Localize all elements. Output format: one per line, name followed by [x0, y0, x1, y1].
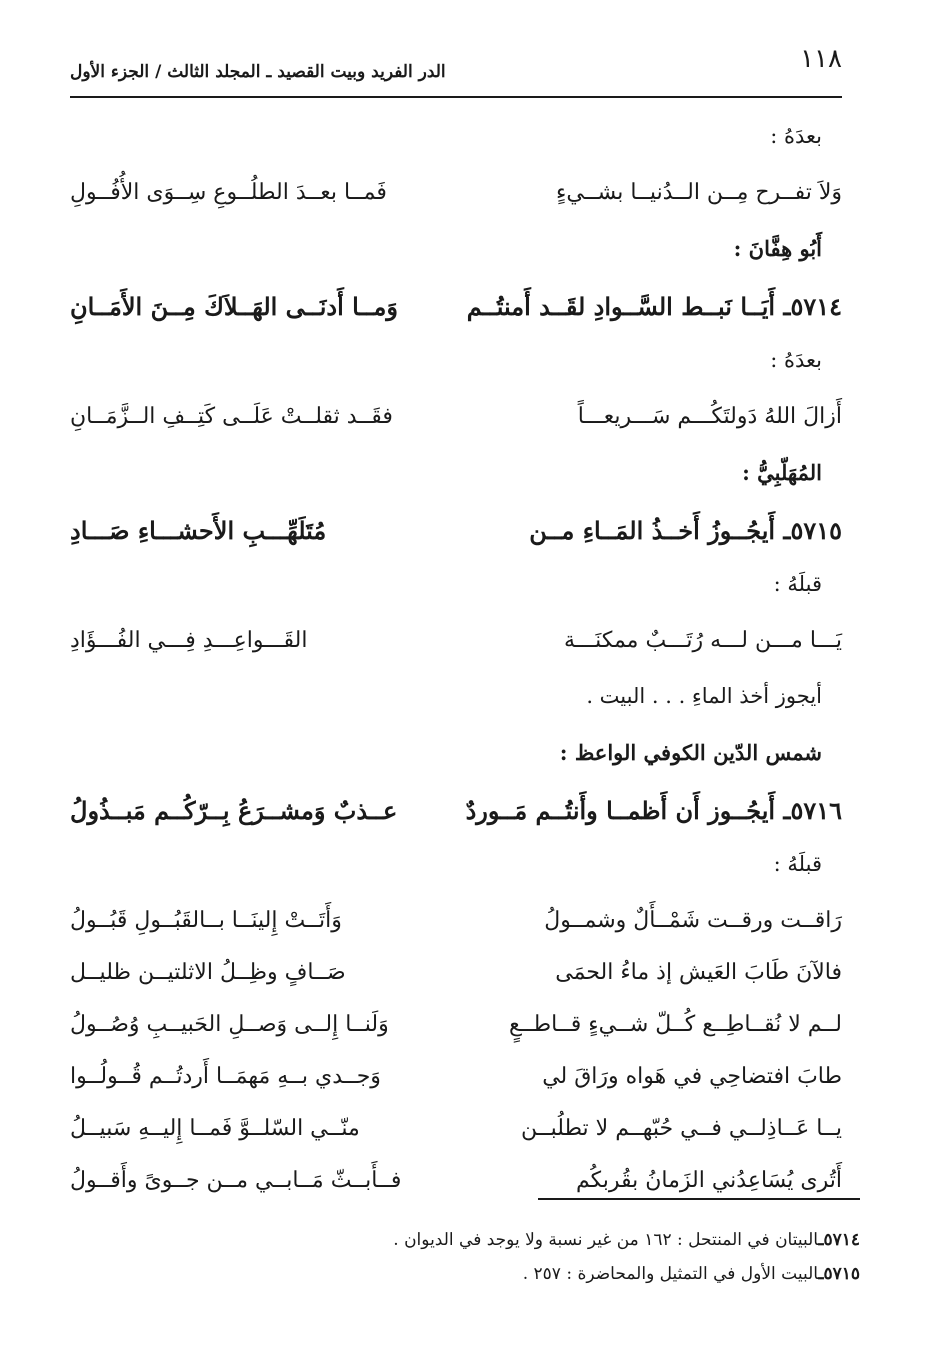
numbered-verse	[70, 516, 842, 562]
section-label	[70, 236, 842, 282]
first-hemistich	[482, 1012, 842, 1037]
first-hemistich-text: أَيجُــوز أَن أَظمــا وأَنتُــم مَــوردٌ	[465, 796, 776, 825]
verse-line	[70, 1012, 842, 1058]
second-hemistich: مُتَلَهِّـــبِ الأَحشـــاءِ صَـــادِ	[70, 516, 327, 545]
verse-line	[70, 628, 842, 674]
poet-name: المُهَلّبِيُّ :	[742, 460, 822, 485]
first-hemistich	[482, 180, 842, 205]
first-hemistich-text: أَيَــا نَبــط السَّــوادِ لقَــد أَمنتُــم	[466, 292, 776, 321]
section-label	[70, 460, 842, 506]
second-hemistich: صَــافٍ وظِــلُ الاثلتيــن ظليــل	[70, 960, 346, 985]
note-text: أيجوز أخذ الماءِ . . . البيت .	[586, 684, 822, 708]
first-hemistich	[482, 1116, 842, 1141]
page-number: ١١٨	[800, 44, 842, 74]
section-label	[70, 684, 842, 730]
verse-number: ٥٧١٥ـ	[783, 516, 842, 545]
section-label	[70, 572, 842, 618]
footnote-text: البيتان في المنتحل : ١٦٢ من غير نسبة ولا يوجد في الديوان .	[393, 1230, 819, 1250]
first-hemistich-text: أَزالَ اللهُ دَولتَكُـــم سَـــريعـــاً	[577, 404, 842, 429]
poet-name: شمس الدّين الكوفي الواعظ :	[559, 740, 822, 765]
footnote-text: البيت الأول في التمثيل والمحاضرة : ٢٥٧ .	[522, 1264, 819, 1284]
second-hemistich: القَـــواعِـــدِ فِـــي الفُـــؤَادِ	[70, 628, 308, 653]
first-hemistich-text: أَيجُــوزُ أَخــذُ المَــاءِ مــن	[529, 516, 776, 545]
first-hemistich	[482, 404, 842, 429]
first-hemistich-text: رَاقــت ورقــت شَمْــأَلٌ وشمــولُ	[544, 908, 842, 933]
first-hemistich	[482, 1064, 842, 1089]
second-hemistich: فقَــد ثقلــتْ عَلَــى كَتِــفِ الــزَّمَــانِ	[70, 404, 393, 429]
second-hemistich: فَمــا بعــدَ الطلُــوعِ سِــوَى الأُفُــولِ	[70, 180, 387, 205]
first-hemistich-text: يَـــا مـــن لـــه رُتَـــبٌ ممكنَـــة	[564, 628, 842, 653]
verse-line	[70, 1116, 842, 1162]
first-hemistich-text: أَتُرى يُسَاعِدُني الزَمانُ بقُربكُم	[575, 1168, 842, 1193]
section-label	[70, 348, 842, 394]
running-title: الدر الفريد وبيت القصيد ـ المجلد الثالث / الجزء الأول	[70, 62, 446, 82]
first-hemistich	[482, 960, 842, 985]
first-hemistich-text: طابَ افتضاحِي في هَواه ورَاقَ لي	[542, 1064, 842, 1089]
poet-name: أَبُو هِفَّانَ :	[733, 236, 822, 261]
first-hemistich	[482, 1168, 842, 1193]
first-hemistich	[452, 796, 842, 825]
first-hemistich-text: يــا عَــاذِلــي فــي حُبّهــم لا تطلُبــن	[520, 1116, 842, 1141]
first-hemistich-text: وَلاَ تفــرح مِــن الــدُنيــا بشــيءٍ	[556, 180, 842, 205]
second-hemistich: وَمــا أَدنَــى الهَــلاَكَ مِــنَ الأَمَــانِ	[70, 292, 398, 321]
numbered-verse	[70, 292, 842, 338]
first-hemistich-text: لــم لا نُقــاطِــع كُــلّ شــيءٍ قــاطــعٍ	[509, 1012, 842, 1037]
first-hemistich	[452, 516, 842, 545]
verse-line	[70, 1064, 842, 1110]
verse-line	[70, 180, 842, 226]
second-hemistich: وَأَتَــتْ إِلينَــا بــالقَبُــولِ قَبُــولُ	[70, 908, 342, 933]
verse-number: ٥٧١٤ـ	[783, 292, 842, 321]
first-hemistich-text: فالآنَ طَابَ العَيش إذ ماءُ الحمَى	[555, 960, 842, 985]
note-text: بعدَهُ :	[770, 348, 822, 372]
second-hemistich: وَلَنــا إِلــى وَصــلِ الحَبيــبِ وُصُــولُ	[70, 1012, 389, 1037]
numbered-verse	[70, 796, 842, 842]
first-hemistich	[482, 628, 842, 653]
footnote-5714	[393, 1230, 860, 1250]
header-divider	[70, 96, 842, 98]
section-label	[70, 852, 842, 898]
first-hemistich	[452, 292, 842, 321]
second-hemistich: وَجــدي بــهِ مَهمَــا أَردتُــم قُــولُــوا	[70, 1064, 381, 1089]
verse-line	[70, 908, 842, 954]
verse-line	[70, 960, 842, 1006]
verse-line	[70, 1168, 842, 1214]
second-hemistich: عــذبٌ وَمشــرَعُ بِــرّكُــم مَبــذُولُ	[70, 796, 398, 825]
footnote-number: ٥٧١٤ـ	[818, 1230, 860, 1250]
footnote-divider	[538, 1198, 860, 1200]
verse-line	[70, 404, 842, 450]
note-text: قبلَهُ :	[773, 852, 822, 876]
first-hemistich	[482, 908, 842, 933]
footnote-number: ٥٧١٥ـ	[818, 1264, 860, 1284]
note-text: بعدَهُ :	[770, 124, 822, 148]
verse-number: ٥٧١٦ـ	[783, 796, 842, 825]
section-label	[70, 740, 842, 786]
note-text: قبلَهُ :	[773, 572, 822, 596]
second-hemistich: فــأَبــثّ مَــابــي مــن جــوىً وأَقــولُ	[70, 1168, 402, 1193]
section-label	[70, 124, 842, 170]
footnote-5715	[523, 1264, 860, 1284]
page-header	[70, 40, 842, 92]
second-hemistich: منّــي السّلــوَّ فَمــا إِليــهِ سَبيــلُ	[70, 1116, 360, 1141]
